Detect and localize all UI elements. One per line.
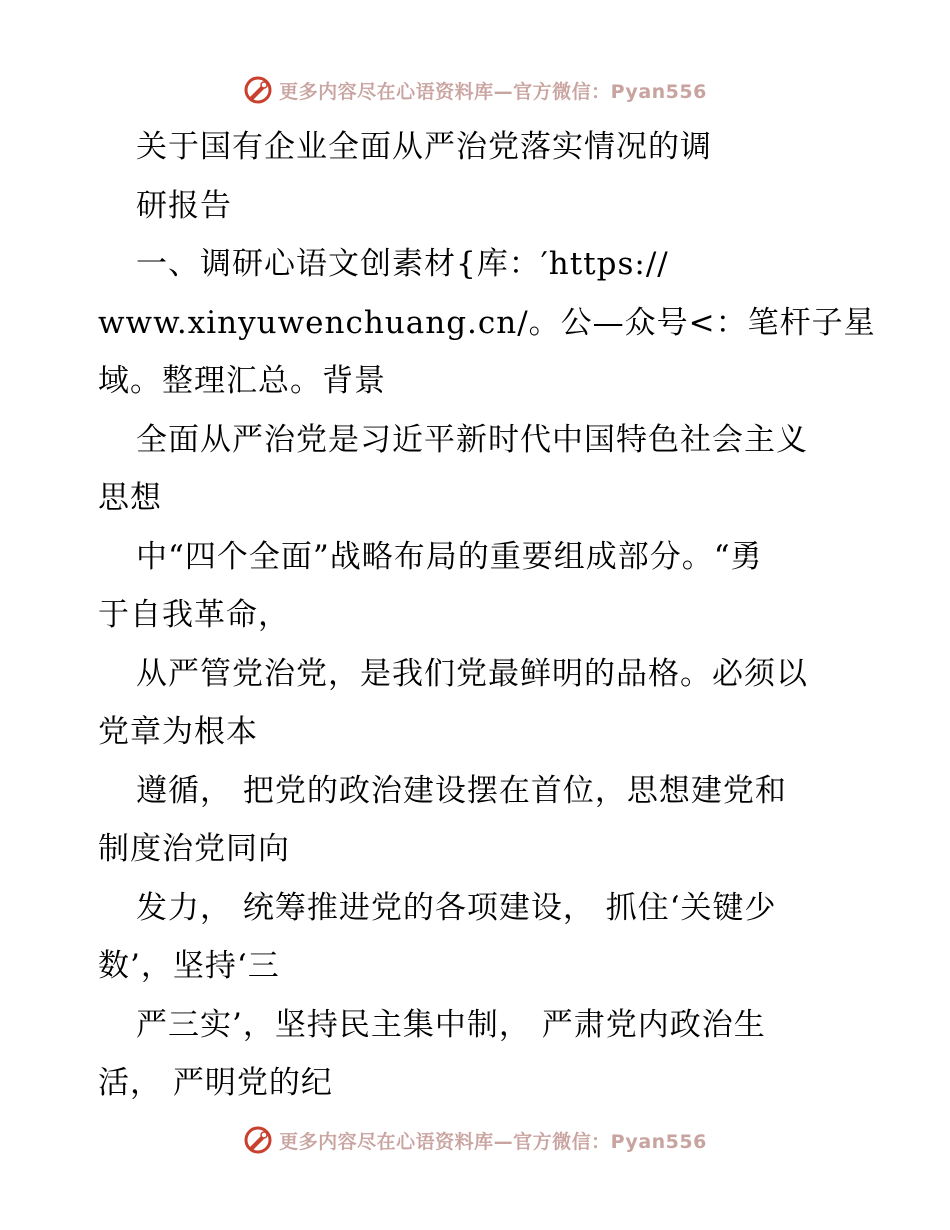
paragraph-line: 域。整理汇总。背景	[98, 363, 386, 399]
footer-banner	[0, 1120, 950, 1160]
title-line-1: 关于国有企业全面从严治党落实情况的调	[136, 129, 712, 165]
paragraph-line: 严三实’，坚持民主集中制， 严肃党内政治生	[136, 1006, 766, 1043]
logo-icon	[243, 75, 273, 105]
header-banner-text: 更多内容尽在心语资料库—官方微信：Pyan556	[279, 80, 707, 103]
paragraph-line: 于自我革命，	[98, 597, 290, 633]
title-line-2: 研报告	[136, 187, 232, 224]
document-body	[98, 118, 876, 1113]
paragraph-line: 思想	[98, 480, 162, 516]
paragraph-line: 制度治党同向	[98, 831, 290, 867]
header-banner	[0, 70, 950, 110]
paragraph-line: 党章为根本	[98, 714, 258, 750]
paragraph-line: 一、调研心语文创素材{库：′https://	[136, 246, 669, 282]
logo-icon	[243, 1125, 273, 1155]
footer-banner-text: 更多内容尽在心语资料库—官方微信：Pyan556	[279, 1130, 707, 1153]
paragraph-line: 全面从严治党是习近平新时代中国特色社会主义	[136, 421, 808, 458]
paragraph-line: www.xinyuwenchuang.cn/。公—众号<：笔杆子星	[98, 304, 876, 341]
paragraph-line: 数’，坚持‘三	[98, 948, 280, 984]
paragraph-line: 遵循， 把党的政治建设摆在首位，思想建党和	[136, 772, 787, 809]
paragraph-line: 发力， 统筹推进党的各项建设， 抓住‘关键少	[136, 889, 777, 926]
paragraph-line: 活， 严明党的纪	[98, 1065, 333, 1101]
paragraph-line: 从严管党治党，是我们党最鲜明的品格。必须以	[136, 655, 808, 692]
paragraph-line: 中“四个全面”战略布局的重要组成部分。“勇	[136, 538, 763, 575]
